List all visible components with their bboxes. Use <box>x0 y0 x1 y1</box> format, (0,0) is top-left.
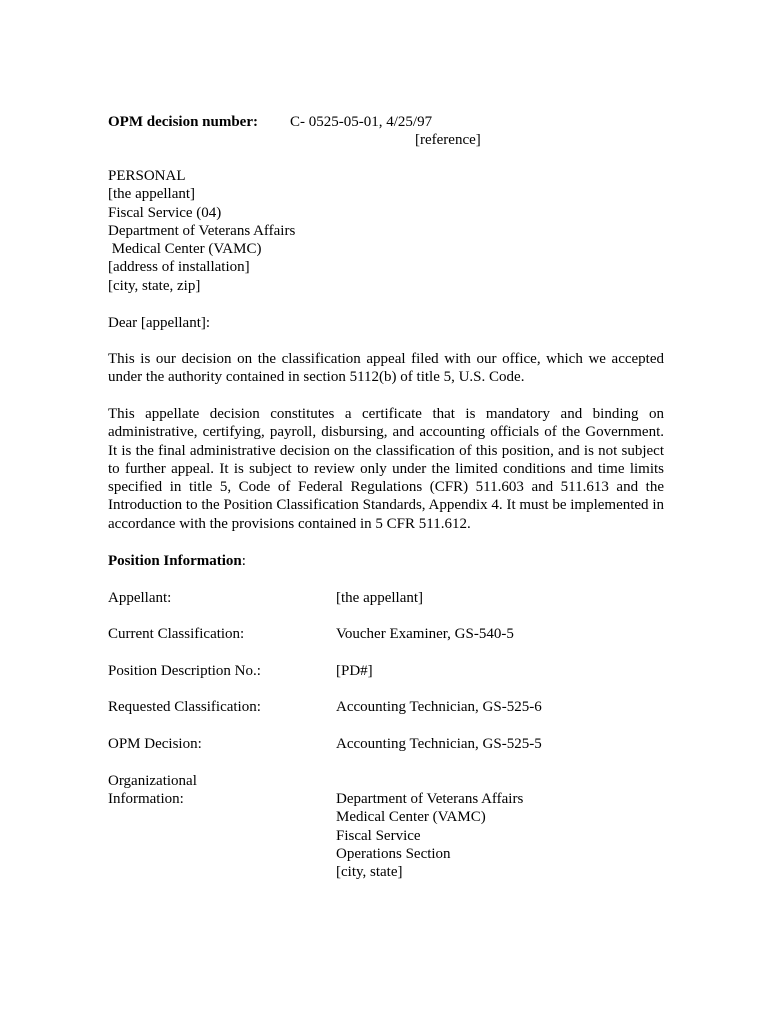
salutation: Dear [appellant]: <box>108 315 211 331</box>
address-line: Medical Center (VAMC) <box>108 241 262 258</box>
address-line: Department of Veterans Affairs <box>108 222 296 239</box>
org-value-line: [city, state] <box>336 864 403 881</box>
org-value-line: Fiscal Service <box>336 827 421 844</box>
address-line: [city, state, zip] <box>108 277 201 294</box>
reference: [reference] <box>415 132 481 148</box>
paragraph-intro: This is our decision on the classification appeal filed with our office, which we accepted under the authority contained in section 5112(b) of title 5, U.S. Code. <box>108 351 664 386</box>
address-line: [address of installation] <box>108 259 250 276</box>
row-label: OPM Decision: <box>108 736 202 752</box>
org-value-line: Operations Section <box>336 845 451 862</box>
org-label <box>108 772 197 809</box>
org-label-line: Organizational <box>108 773 197 789</box>
address-line: PERSONAL <box>108 168 186 184</box>
position-info-heading <box>108 552 246 570</box>
org-value-line: Department of Veterans Affairs <box>336 791 524 807</box>
row-value: [PD#] <box>336 663 373 679</box>
row-value: Accounting Technician, GS-525-6 <box>336 699 542 715</box>
row-label: Requested Classification: <box>108 699 261 715</box>
address-line: Fiscal Service (04) <box>108 204 222 221</box>
heading-colon: : <box>241 553 246 569</box>
row-label: Current Classification: <box>108 626 245 642</box>
row-label: Position Description No.: <box>108 663 261 679</box>
org-label-line: Information: <box>108 791 184 808</box>
org-value <box>336 790 523 881</box>
row-value: [the appellant] <box>336 590 424 606</box>
row-label: Appellant: <box>108 590 172 606</box>
paragraph-certificate: This appellate decision constitutes a certificate that is mandatory and binding on administrative, certifying, payroll, disbursing, and accounting officials of the Government. It is the final administrative decision on the classification of this position, and is not subject to further appeal. It is subject to review only under the limited conditions and time limits specified in title 5, Code of Federal Regulations (CFR) 511.603 and 511.613 and the Introduction to the Position Classification Standards, Appendix 4. It must be implemented in accordance with the provisions contained in 5 CFR 511.612. <box>108 406 664 532</box>
decision-number-label: OPM decision number: <box>108 114 258 130</box>
row-value: Voucher Examiner, GS-540-5 <box>336 626 514 642</box>
row-value: Accounting Technician, GS-525-5 <box>336 736 542 752</box>
address-line: [the appellant] <box>108 186 196 203</box>
address-block <box>108 167 295 295</box>
org-value-line: Medical Center (VAMC) <box>336 809 486 826</box>
decision-number: C- 0525-05-01, 4/25/97 <box>290 114 433 130</box>
heading-text: Position Information <box>108 553 242 569</box>
